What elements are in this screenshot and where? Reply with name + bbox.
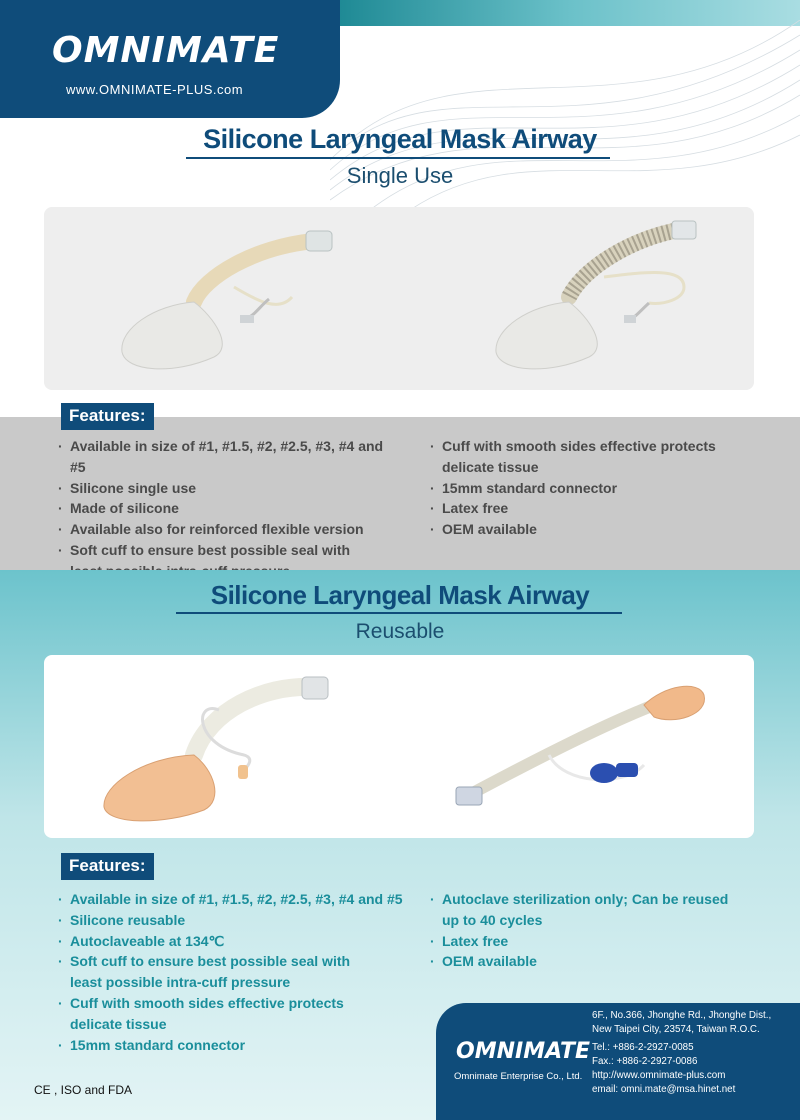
feature-item: [58, 931, 408, 952]
reusable-airway-illustrations: [44, 655, 754, 838]
feature-text: · Autoclaveable at 134℃: [70, 932, 225, 949]
feature-text: · Latex free: [442, 932, 509, 949]
section2-features-right: [430, 889, 780, 972]
feature-text: · Made of silicone: [70, 500, 179, 517]
certifications-text: CE , ISO and FDA: [34, 1083, 133, 1097]
feature-item: [430, 519, 780, 540]
feature-text: · Latex free: [442, 500, 509, 517]
footer-company-name: Omnimate Enterprise Co., Ltd.: [454, 1071, 583, 1082]
feature-item: [58, 889, 408, 910]
feature-item: [430, 478, 780, 499]
feature-text: · OEM available: [442, 521, 537, 538]
airway-image-left: [122, 231, 332, 369]
feature-text: · 15mm standard connector: [442, 479, 618, 496]
address-line-2: New Taipei City, 23574, Taiwan R.O.C.: [592, 1024, 760, 1035]
feature-item: [430, 951, 780, 972]
feature-text-continued: least possible intra-cuff pressure: [70, 974, 291, 991]
address-line-1: 6F., No.366, Jhonghe Rd., Jhonghe Dist.,: [592, 1010, 772, 1021]
section1-title-underline: [186, 157, 610, 159]
feature-text-continued: delicate tissue: [70, 1015, 167, 1032]
feature-text: · Available in size of #1, #1.5, #2, #2.5, #3, #4 and #5: [70, 891, 403, 907]
feature-item: [58, 498, 398, 519]
reusable-product-photos: [44, 655, 754, 838]
single-use-airway-illustrations: [44, 207, 754, 390]
feature-text: · OEM available: [442, 953, 537, 970]
section2-subtitle: Reusable: [355, 620, 445, 643]
website-link[interactable]: http://www.omnimate-plus.com: [592, 1070, 726, 1081]
feature-text: · 15mm standard connector: [70, 1036, 246, 1053]
feature-text-continued: delicate tissue: [442, 458, 539, 475]
footer-brand-logo: OMNIMATE: [456, 1039, 591, 1064]
feature-item: [58, 1035, 408, 1056]
section2-features-label: Features:: [61, 853, 154, 880]
single-use-product-photos: [44, 207, 754, 390]
email-link[interactable]: email: omni.mate@msa.hinet.net: [592, 1084, 736, 1095]
section1-features-left: [58, 436, 398, 582]
feature-text: · Available also for reinforced flexible version: [70, 521, 364, 538]
section2-title: Silicone Laryngeal Mask Airway: [210, 580, 590, 610]
feature-item: [430, 889, 780, 931]
feature-text: · Soft cuff to ensure best possible seal with: [70, 541, 351, 558]
feature-text: · Silicone reusable: [70, 911, 186, 928]
feature-text-continued: up to 40 cycles: [442, 911, 543, 928]
feature-text: · Soft cuff to ensure best possible seal with: [70, 953, 351, 970]
feature-item: [430, 498, 780, 519]
feature-text: · Cuff with smooth sides effective protects: [442, 438, 716, 454]
airway-image-right: [456, 686, 704, 805]
feature-item: [58, 519, 398, 540]
feature-item: [58, 910, 408, 931]
feature-text: · Silicone single use: [70, 479, 197, 496]
airway-image-right: [496, 221, 696, 369]
feature-item: [58, 951, 408, 993]
footer-contact-block: [436, 1003, 800, 1120]
feature-text: · Autoclave sterilization only; Can be reused: [442, 891, 729, 907]
section1-features-right: [430, 436, 780, 540]
feature-text: · Available in size of #1, #1.5, #2, #2.5, #3, #4 and #5: [70, 438, 384, 475]
feature-item: [58, 993, 408, 1035]
feature-item: [430, 931, 780, 952]
telephone: Tel.: +886-2-2927-0085: [592, 1042, 694, 1053]
header-logo-block: [0, 0, 340, 118]
website-url: www.OMNIMATE-PLUS.com: [66, 82, 244, 97]
airway-image-left: [104, 677, 328, 821]
footer-contact-info: [592, 1009, 771, 1097]
feature-item: [58, 436, 398, 478]
section1-features-label: Features:: [61, 403, 154, 430]
feature-item: [430, 436, 780, 478]
brand-logo: OMNIMATE: [52, 30, 280, 71]
section1-title: Silicone Laryngeal Mask Airway: [203, 124, 597, 154]
section1-subtitle: Single Use: [346, 163, 454, 188]
feature-item: [58, 478, 398, 499]
fax: Fax.: +886-2-2927-0086: [592, 1056, 698, 1067]
section2-features-left: [58, 889, 408, 1055]
section2-title-underline: [176, 612, 622, 614]
feature-text: · Cuff with smooth sides effective protects: [70, 994, 344, 1011]
